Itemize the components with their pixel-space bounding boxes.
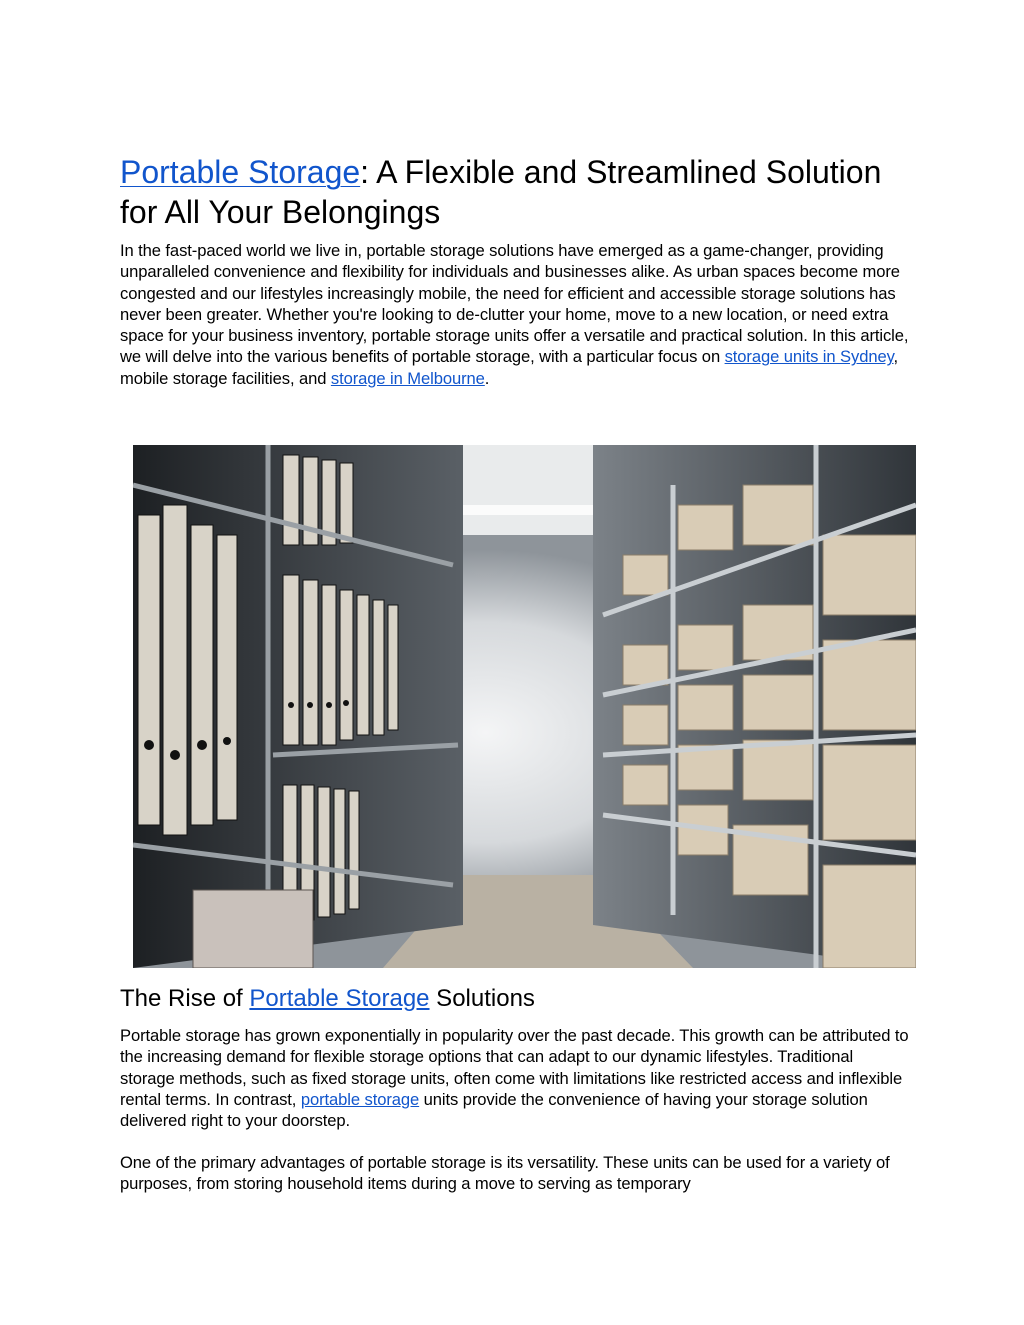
section-paragraph-1 [120, 1025, 910, 1131]
section-paragraph-2 [120, 1152, 910, 1195]
p1-text-2: units provide the convenience of having your storage solution delivered right to your doorstep. [120, 1089, 868, 1131]
intro-text-3: . [484, 368, 490, 388]
title-rest: : A Flexible and Streamlined Solution for All Your Belongings [120, 154, 882, 230]
page-title [120, 152, 920, 232]
p2-text: One of the primary advantages of portable storage is its versatility. These units can be used for a variety of purposes, from storing household items during a move to serving as temporary [120, 1153, 890, 1194]
link-portable-storage[interactable]: portable storage [300, 1089, 420, 1109]
title-link-portable-storage[interactable]: Portable Storage [120, 154, 361, 190]
heading-text-after: Solutions [429, 985, 535, 1012]
link-storage-units-sydney[interactable]: storage units in Sydney [724, 347, 894, 367]
intro-paragraph [120, 240, 910, 389]
p1-text-1: Portable storage has grown exponentially in popularity over the past decade. This growth can be attributed to the increasing demand for flexible storage options that can adapt to our dynamic lifestyles. Traditional storage methods, such as fixed storage units, often come with limitations like restricted access and inflexible rental terms. In contrast, [120, 1026, 909, 1109]
link-storage-melbourne[interactable]: storage in Melbourne [330, 368, 485, 388]
intro-text-2: , mobile storage facilities, and [120, 347, 899, 388]
heading-link-portable-storage[interactable]: Portable Storage [249, 985, 430, 1012]
heading-text-before: The Rise of [120, 985, 250, 1012]
intro-text-1: In the fast-paced world we live in, portable storage solutions have emerged as a game-changer, providing unparalleled convenience and flexibility for individuals and businesses alike. As urban spaces become more congested and our lifestyles increasingly mobile, the need for efficient and accessible storage solutions has never been greater. Whether you're looking to de-clutter your home, move to a new location, or need extra space for your business inventory, portable storage units offer a versatile and practical solution. In this article, we will delve into the various benefits of portable storage, with a particular focus on [120, 241, 909, 367]
section-heading [120, 983, 535, 1015]
archive-shelves-photo [133, 445, 916, 968]
